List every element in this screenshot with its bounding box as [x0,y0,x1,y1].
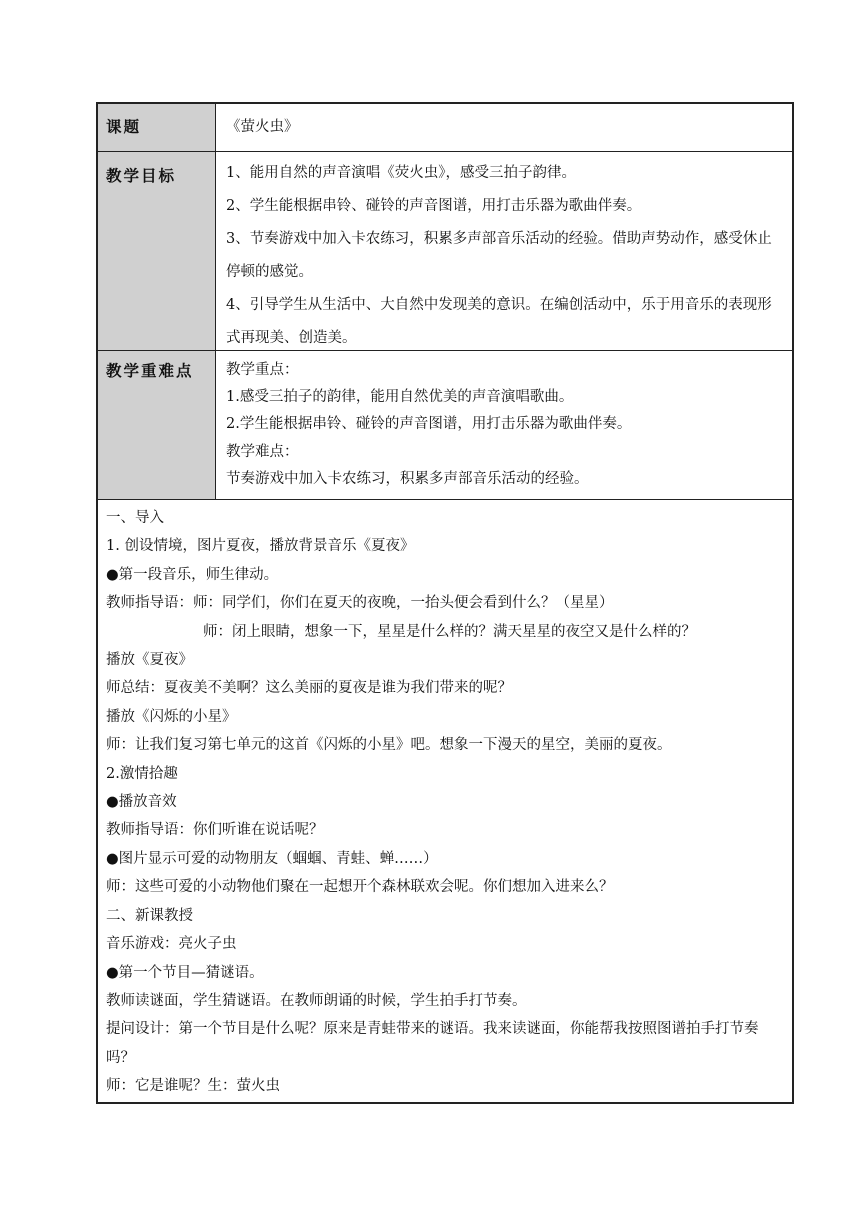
goals-row [98,152,792,351]
process-line: ●第一个节目—猜谜语。 [106,964,264,981]
lesson-plan-table [96,102,794,1104]
goal-item: 3、节奏游戏中加入卡农练习，积累多声部音乐活动的经验。借助声势动作，感受休止停顿的感觉。 [226,231,772,280]
process-line: 一、导入 [106,510,164,526]
process-line: ●第一段音乐，师生律动。 [106,566,279,583]
title-row [98,104,792,152]
process-line: 播放《闪烁的小星》 [106,708,237,725]
goal-item: 4、引导学生从生活中、大自然中发现美的意识。在编创活动中，乐于用音乐的表现形式再现美、创造美。 [226,297,772,346]
process-line: 二、新课教授 [106,907,193,924]
title-label: 课题 [98,104,216,151]
process-line: 教师读谜面，学生猜谜语。在教师朗诵的时候，学生拍手打节奏。 [106,992,527,1009]
process-line: 师：它是谁呢？生：萤火虫 [106,1078,280,1095]
key-point-line: 教学重点： [226,362,299,378]
process-line: 1. 创设情境，图片夏夜，播放背景音乐《夏夜》 [106,538,415,555]
process-line: ●图片显示可爱的动物朋友（蝈蝈、青蛙、蝉……） [106,850,438,867]
key-points-label: 教学重难点 [98,351,216,499]
process-line: 师：让我们复习第七单元的这首《闪烁的小星》吧。想象一下漫天的星空，美丽的夏夜。 [106,737,672,754]
key-point-line: 2.学生能根据串铃、碰铃的声音图谱，用打击乐器为歌曲伴奏。 [226,416,632,433]
process-line: 2.激情拾趣 [106,765,178,782]
key-point-line: 教学难点： [226,443,299,460]
goals-content [216,152,792,350]
process-line: 师：这些可爱的小动物他们聚在一起想开个森林联欢会呢。你们想加入进来么？ [106,879,614,896]
title-value: 《萤火虫》 [226,119,299,135]
process-line: 音乐游戏：亮火子虫 [106,936,237,953]
process-line: 教师指导语：你们听谁在说话呢？ [106,822,324,839]
key-points-row [98,351,792,500]
goal-item: 2、学生能根据串铃、碰铃的声音图谱，用打击乐器为歌曲伴奏。 [226,198,642,214]
process-line: 播放《夏夜》 [106,652,193,669]
process-line: 师：闭上眼睛，想象一下，星星是什么样的？满天星星的夜空又是什么样的？ [203,623,696,640]
key-points-content [216,351,792,499]
process-line: 提问设计：第一个节目是什么呢？原来是青蛙带来的谜语。我来读谜面，你能帮我按照图谱拍手打节奏吗？ [106,1021,759,1066]
key-point-line: 节奏游戏中加入卡农练习，积累多声部音乐活动的经验。 [226,470,589,487]
process-line: ●播放音效 [106,794,177,811]
process-line: 教师指导语：师：同学们，你们在夏天的夜晚，一抬头便会看到什么？（星星） [106,595,614,612]
teaching-process [98,500,792,1102]
process-line: 师总结：夏夜美不美啊？这么美丽的夏夜是谁为我们带来的呢？ [106,680,512,697]
goal-item: 1、能用自然的声音演唱《荧火虫》，感受三拍子韵律。 [226,165,576,181]
goals-label: 教学目标 [98,152,216,350]
key-point-line: 1.感受三拍子的韵律，能用自然优美的声音演唱歌曲。 [226,389,574,406]
